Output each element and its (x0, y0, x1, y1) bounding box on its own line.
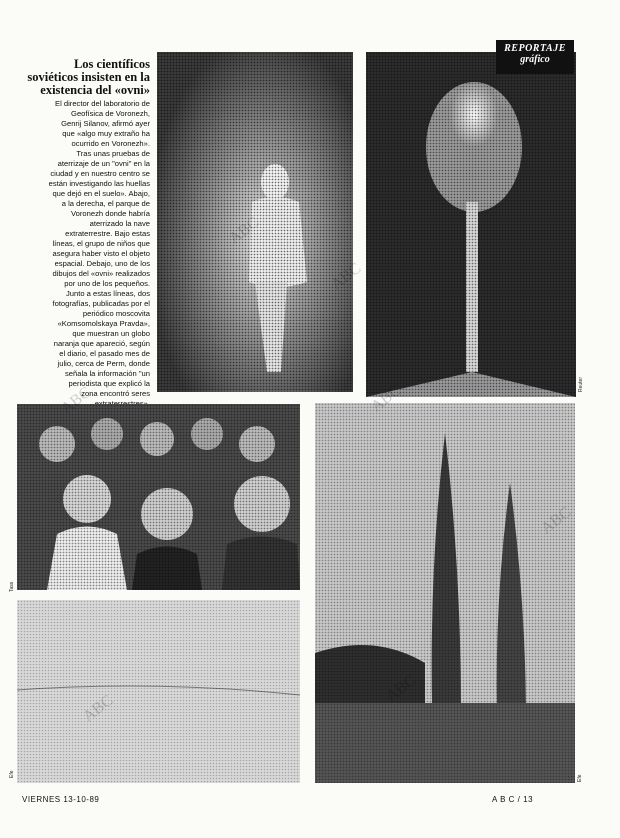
body-line: Geofísica de Voronezh, (71, 109, 150, 118)
body-line: ocurrido en Voronezh». (71, 139, 150, 148)
body-line: por uno de los pequeños. (64, 279, 150, 288)
photo-credit-drawing: Efe (9, 770, 15, 778)
article-caption (24, 58, 150, 419)
body-line: que «algo muy extraño ha (62, 129, 150, 138)
orb-photo (366, 43, 576, 397)
body-line: Genrij Silanov, afirmó ayer (61, 119, 150, 128)
section-tag-line1: REPORTAJE (504, 43, 566, 54)
section-tag-line2: gráfico (520, 54, 550, 65)
article-body (24, 99, 150, 419)
body-line: Junto a estas líneas, dos (65, 289, 150, 298)
park-photo (315, 403, 575, 783)
body-line: Tras unas pruebas de (76, 149, 150, 158)
drawing-photo-image (17, 600, 300, 783)
body-line: que muestran un globo (72, 329, 150, 338)
body-line: asegura haber visto el objeto (52, 249, 150, 258)
headline-line: existencia del «ovni» (40, 83, 150, 97)
headline-line: soviéticos insisten en la (27, 70, 150, 84)
body-line: el diario, el pasado mes de (59, 349, 150, 358)
children-photo (17, 404, 300, 590)
body-line: aterrizado la nave (89, 219, 150, 228)
body-line: julio, cerca de Perm, donde (57, 359, 150, 368)
photo-credit-park: Efe (577, 774, 583, 782)
body-line: líneas, el grupo de niños que (52, 239, 150, 248)
figure-photo (157, 52, 353, 392)
section-tag (496, 40, 574, 74)
footer-page: A B C / 13 (492, 795, 534, 804)
photo-credit-orb: Reuter (578, 376, 584, 392)
body-line: Voronezh donde habría (71, 209, 150, 218)
body-line: periodista que explicó la (68, 379, 150, 388)
abc-watermark: ABC (367, 381, 405, 416)
park-photo-image (315, 403, 575, 783)
body-line: a la derecha, el parque de (61, 199, 150, 208)
figure-photo-image (157, 52, 353, 392)
body-line: «Komsomolskaya Pravda», (57, 319, 150, 328)
body-line: espacial. Debajo, uno de los (54, 259, 150, 268)
photo-credit-children: Tass (9, 581, 15, 592)
body-line: extraterrestre. Bajo estas (65, 229, 150, 238)
body-line: que dejó en el suelo». Abajo, (52, 189, 150, 198)
body-line: aterrizaje de un "ovni" en la (57, 159, 150, 168)
body-line: ciudad y en nuestro centro se (50, 169, 150, 178)
body-line: dibujos del «ovni» realizados (52, 269, 150, 278)
drawing-photo (17, 600, 300, 783)
article-headline (24, 58, 150, 97)
body-line: naranja que apareció, según (53, 339, 150, 348)
body-line: están investigando las huellas (48, 179, 150, 188)
orb-photo-image (366, 52, 576, 397)
body-line: El director del laboratorio de (55, 99, 150, 108)
children-photo-image (17, 404, 300, 590)
body-line: zona encontró seres (81, 389, 150, 398)
body-line: señala la información "un (64, 369, 150, 378)
abc-watermark: ABC (57, 383, 95, 418)
body-line: fotografías, publicadas por el (52, 299, 150, 308)
body-line: periódico moscovita (82, 309, 150, 318)
headline-line: Los científicos (73, 57, 150, 71)
footer-date: VIERNES 13-10-89 (22, 795, 100, 804)
